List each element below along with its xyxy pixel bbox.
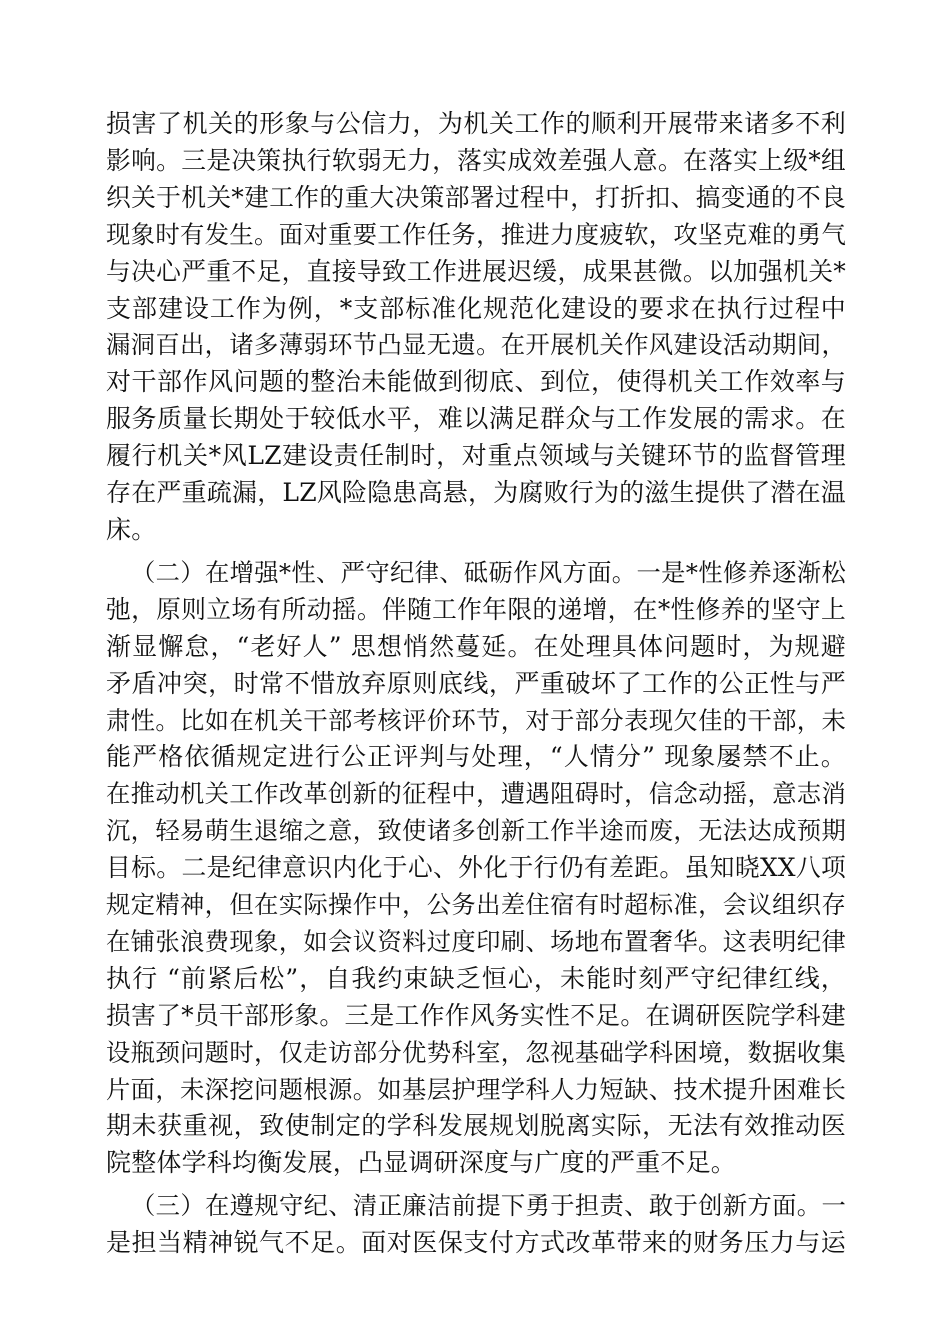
text-line: 矛盾冲突，时常不惜放弃原则底线，严重破坏了工作的公正性与严 bbox=[106, 668, 846, 698]
text-line: 执行 “前紧后松”，自我约束缺乏恒心，未能时刻严守纪律红线， bbox=[106, 963, 846, 993]
text-line: 能严格依循规定进行公正评判与处理，“人情分” 现象屡禁不止。 bbox=[106, 742, 846, 772]
text-line: 与决心严重不足，直接导致工作进展迟缓，成果甚微。以加强机关* bbox=[106, 256, 846, 286]
text-line: 期未获重视，致使制定的学科发展规划脱离实际，无法有效推动医 bbox=[106, 1111, 846, 1141]
paragraph-2 bbox=[106, 555, 846, 1182]
text-line: 肃性。比如在机关干部考核评价环节，对于部分表现欠佳的干部，未 bbox=[106, 705, 846, 735]
text-line: 损害了*员干部形象。三是工作作风务实性不足。在调研医院学科建 bbox=[106, 1000, 846, 1030]
text-line: 弛，原则立场有所动摇。伴随工作年限的递增，在*性修养的坚守上 bbox=[106, 594, 846, 624]
text-line: （三）在遵规守纪、清正廉洁前提下勇于担责、敢于创新方面。一 bbox=[131, 1191, 846, 1221]
text-line: 渐显懈怠，“老好人” 思想悄然蔓延。在处理具体问题时，为规避 bbox=[106, 631, 846, 661]
text-line: 服务质量长期处于较低水平，难以满足群众与工作发展的需求。在 bbox=[106, 404, 846, 434]
paragraph-1 bbox=[106, 106, 846, 549]
text-line: 支部建设工作为例，*支部标准化规范化建设的要求在执行过程中 bbox=[106, 293, 846, 323]
text-line: 漏洞百出，诸多薄弱环节凸显无遗。在开展机关作风建设活动期间， bbox=[106, 330, 846, 360]
text-line: 存在严重疏漏，LZ风险隐患高悬，为腐败行为的滋生提供了潜在温 bbox=[106, 478, 846, 508]
text-line: 床。 bbox=[106, 514, 157, 544]
text-line: 织关于机关*建工作的重大决策部署过程中，打折扣、搞变通的不良 bbox=[106, 182, 846, 212]
text-line: 在推动机关工作改革创新的征程中，遭遇阻碍时，信念动摇，意志消 bbox=[106, 779, 846, 809]
text-line: 是担当精神锐气不足。面对医保支付方式改革带来的财务压力与运 bbox=[106, 1228, 846, 1258]
text-line: 在铺张浪费现象，如会议资料过度印刷、场地布置奢华。这表明纪律 bbox=[106, 926, 846, 956]
text-line: （二）在增强*性、严守纪律、砥砺作风方面。一是*性修养逐渐松 bbox=[131, 557, 846, 587]
text-line: 设瓶颈问题时，仅走访部分优势科室，忽视基础学科困境，数据收集 bbox=[106, 1037, 846, 1067]
document-body bbox=[106, 106, 846, 1262]
text-line: 履行机关*风LZ建设责任制时，对重点领域与关键环节的监督管理 bbox=[106, 441, 846, 471]
text-line: 院整体学科均衡发展，凸显调研深度与广度的严重不足。 bbox=[106, 1148, 737, 1178]
text-line: 目标。二是纪律意识内化于心、外化于行仍有差距。虽知晓XX八项 bbox=[106, 853, 846, 883]
paragraph-3 bbox=[106, 1188, 846, 1262]
text-line: 对干部作风问题的整治未能做到彻底、到位，使得机关工作效率与 bbox=[106, 367, 846, 397]
text-line: 规定精神，但在实际操作中，公务出差住宿有时超标准，会议组织存 bbox=[106, 890, 846, 920]
text-line: 影响。三是决策执行软弱无力，落实成效差强人意。在落实上级*组 bbox=[106, 145, 846, 175]
text-line: 沉，轻易萌生退缩之意，致使诸多创新工作半途而废，无法达成预期 bbox=[106, 816, 846, 846]
text-line: 现象时有发生。面对重要工作任务，推进力度疲软，攻坚克难的勇气 bbox=[106, 219, 846, 249]
text-line: 片面，未深挖问题根源。如基层护理学科人力短缺、技术提升困难长 bbox=[106, 1074, 846, 1104]
text-line: 损害了机关的形象与公信力，为机关工作的顺利开展带来诸多不利 bbox=[106, 109, 846, 138]
